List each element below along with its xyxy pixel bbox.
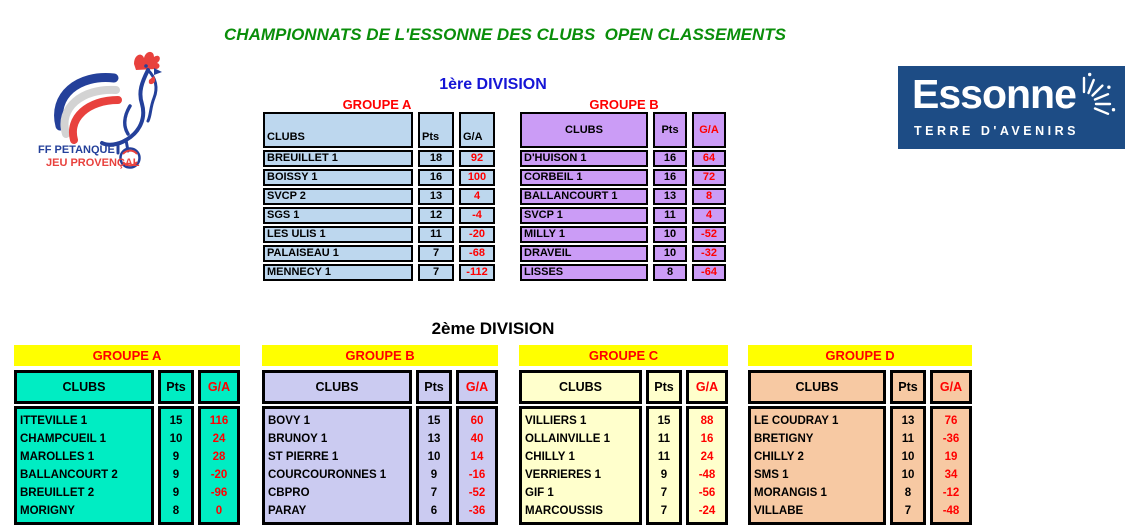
pts-cell: 9 bbox=[172, 469, 180, 481]
ga-cell: 8 bbox=[692, 188, 726, 205]
pts-column bbox=[890, 406, 926, 525]
ga-cell: -52 bbox=[468, 487, 486, 499]
pts-cell: 15 bbox=[657, 415, 671, 427]
pts-header: Pts bbox=[646, 370, 682, 404]
pts-column bbox=[416, 406, 452, 525]
club-cell: MENNECY 1 bbox=[263, 264, 413, 281]
club-cell: LISSES bbox=[520, 264, 648, 281]
pts-cell: 9 bbox=[172, 487, 180, 499]
pts-cell: 11 bbox=[657, 451, 671, 463]
table-row bbox=[520, 169, 726, 186]
clubs-header: CLUBS bbox=[263, 112, 413, 148]
ga-cell: 4 bbox=[692, 207, 726, 224]
club-cell: OLLAINVILLE 1 bbox=[525, 433, 610, 445]
ga-cell: 4 bbox=[459, 188, 495, 205]
ga-column bbox=[198, 406, 240, 525]
club-cell: LES ULIS 1 bbox=[263, 226, 413, 243]
pts-cell: 7 bbox=[418, 264, 454, 281]
ga-header: G/A bbox=[686, 370, 728, 404]
club-cell: CHILLY 2 bbox=[754, 451, 804, 463]
ga-cell: -12 bbox=[942, 487, 960, 499]
pts-cell: 7 bbox=[418, 245, 454, 262]
club-cell: VERRIERES 1 bbox=[525, 469, 602, 481]
club-cell: CHAMPCUEIL 1 bbox=[20, 433, 107, 445]
pts-cell: 10 bbox=[653, 245, 687, 262]
pts-cell: 18 bbox=[418, 150, 454, 167]
division2-groupA-table bbox=[14, 345, 240, 525]
ga-cell: 92 bbox=[459, 150, 495, 167]
pts-cell: 10 bbox=[427, 451, 441, 463]
ffpetanque-logo bbox=[30, 48, 200, 188]
ga-cell: 76 bbox=[944, 415, 958, 427]
ga-cell: -48 bbox=[698, 469, 716, 481]
pts-cell: 10 bbox=[653, 226, 687, 243]
essonne-logo bbox=[898, 66, 1125, 149]
club-cell: SGS 1 bbox=[263, 207, 413, 224]
ga-cell: -68 bbox=[459, 245, 495, 262]
pts-cell: 13 bbox=[653, 188, 687, 205]
ga-cell: -16 bbox=[468, 469, 486, 481]
ga-cell: 14 bbox=[470, 451, 484, 463]
table-row bbox=[263, 207, 495, 224]
ga-cell: -48 bbox=[942, 505, 960, 517]
pts-cell: 10 bbox=[901, 451, 915, 463]
club-cell: PARAY bbox=[268, 505, 307, 517]
header-row bbox=[263, 112, 495, 148]
clubs-header: CLUBS bbox=[748, 370, 886, 404]
pts-cell: 7 bbox=[660, 505, 668, 517]
club-cell: PALAISEAU 1 bbox=[263, 245, 413, 262]
ga-cell: 0 bbox=[215, 505, 223, 517]
division2-groupB-table bbox=[262, 345, 498, 525]
club-cell: VILLABE bbox=[754, 505, 804, 517]
pts-cell: 11 bbox=[901, 433, 915, 445]
ga-cell: -36 bbox=[942, 433, 960, 445]
clubs-header: CLUBS bbox=[519, 370, 642, 404]
ga-cell: 64 bbox=[692, 150, 726, 167]
ga-cell: -4 bbox=[459, 207, 495, 224]
club-cell: BOVY 1 bbox=[268, 415, 310, 427]
ga-cell: -36 bbox=[468, 505, 486, 517]
club-cell: CORBEIL 1 bbox=[520, 169, 648, 186]
table-row bbox=[520, 264, 726, 281]
pts-cell: 12 bbox=[418, 207, 454, 224]
ga-header: G/A bbox=[930, 370, 972, 404]
club-cell: VILLIERS 1 bbox=[525, 415, 587, 427]
ga-cell: 19 bbox=[944, 451, 958, 463]
table-row bbox=[520, 245, 726, 262]
ga-column bbox=[930, 406, 972, 525]
pts-cell: 11 bbox=[657, 433, 671, 445]
essonne-logo-name: Essonne bbox=[912, 71, 1076, 117]
pts-cell: 13 bbox=[901, 415, 915, 427]
table-row bbox=[520, 188, 726, 205]
club-cell: MORIGNY bbox=[20, 505, 75, 517]
ga-cell: 72 bbox=[692, 169, 726, 186]
pts-cell: 9 bbox=[430, 469, 438, 481]
pts-cell: 11 bbox=[418, 226, 454, 243]
ga-cell: 40 bbox=[470, 433, 484, 445]
division1-title: 1ère DIVISION bbox=[439, 76, 547, 93]
pts-column bbox=[158, 406, 194, 525]
ga-cell: -32 bbox=[692, 245, 726, 262]
pts-cell: 15 bbox=[169, 415, 183, 427]
pts-header: Pts bbox=[890, 370, 926, 404]
ffpetanque-logo-subtext: JEU PROVENÇAL bbox=[46, 157, 140, 169]
ga-cell: -24 bbox=[698, 505, 716, 517]
clubs-column bbox=[748, 406, 886, 525]
pts-cell: 9 bbox=[172, 451, 180, 463]
clubs-header: CLUBS bbox=[262, 370, 412, 404]
table-row bbox=[263, 226, 495, 243]
table-row bbox=[520, 226, 726, 243]
pts-cell: 16 bbox=[653, 150, 687, 167]
club-cell: SMS 1 bbox=[754, 469, 789, 481]
division2-groupB-banner: GROUPE B bbox=[262, 345, 498, 366]
division1-groupB-table bbox=[515, 110, 731, 283]
ga-header: G/A bbox=[459, 112, 495, 148]
pts-cell: 13 bbox=[418, 188, 454, 205]
pts-cell: 8 bbox=[904, 487, 912, 499]
ga-cell: -52 bbox=[692, 226, 726, 243]
ga-cell: 28 bbox=[212, 451, 226, 463]
ga-cell: 116 bbox=[209, 415, 229, 427]
division1-groupB-label: GROUPE B bbox=[589, 97, 659, 112]
club-cell: BALLANCOURT 1 bbox=[520, 188, 648, 205]
ga-header: G/A bbox=[456, 370, 498, 404]
club-cell: CHILLY 1 bbox=[525, 451, 575, 463]
club-cell: ST PIERRE 1 bbox=[268, 451, 339, 463]
pts-column bbox=[646, 406, 682, 525]
table-row bbox=[263, 150, 495, 167]
ga-header: G/A bbox=[692, 112, 726, 148]
ga-cell: -20 bbox=[459, 226, 495, 243]
table-row bbox=[263, 264, 495, 281]
pts-header: Pts bbox=[418, 112, 454, 148]
club-cell: BREUILLET 2 bbox=[20, 487, 95, 499]
table-row bbox=[263, 188, 495, 205]
club-cell: MILLY 1 bbox=[520, 226, 648, 243]
pts-cell: 8 bbox=[653, 264, 687, 281]
club-cell: MORANGIS 1 bbox=[754, 487, 827, 499]
club-cell: BRUNOY 1 bbox=[268, 433, 328, 445]
pts-header: Pts bbox=[416, 370, 452, 404]
division2-groupC-banner: GROUPE C bbox=[519, 345, 728, 366]
club-cell: ITTEVILLE 1 bbox=[20, 415, 88, 427]
ga-cell: 34 bbox=[944, 469, 958, 481]
page-title: CHAMPIONNATS DE L'ESSONNE DES CLUBS OPEN CLASSEMENTS bbox=[224, 25, 786, 44]
clubs-header: CLUBS bbox=[14, 370, 154, 404]
ga-cell: -56 bbox=[698, 487, 716, 499]
table-row bbox=[263, 245, 495, 262]
club-cell: CBPRO bbox=[268, 487, 310, 499]
club-cell: SVCP 1 bbox=[520, 207, 648, 224]
pts-cell: 7 bbox=[904, 505, 912, 517]
pts-cell: 10 bbox=[901, 469, 915, 481]
pts-cell: 7 bbox=[430, 487, 438, 499]
pts-cell: 7 bbox=[660, 487, 668, 499]
clubs-column bbox=[519, 406, 642, 525]
pts-header: Pts bbox=[158, 370, 194, 404]
pts-cell: 15 bbox=[427, 415, 441, 427]
clubs-column bbox=[14, 406, 154, 525]
pts-cell: 9 bbox=[660, 469, 668, 481]
ga-cell: -112 bbox=[459, 264, 495, 281]
header-row bbox=[520, 112, 726, 148]
club-cell: D'HUISON 1 bbox=[520, 150, 648, 167]
club-cell: BREUILLET 1 bbox=[263, 150, 413, 167]
club-cell: COURCOURONNES 1 bbox=[268, 469, 387, 481]
ga-column bbox=[456, 406, 498, 525]
ga-cell: 100 bbox=[459, 169, 495, 186]
pts-cell: 13 bbox=[427, 433, 441, 445]
ga-cell: 88 bbox=[700, 415, 714, 427]
sunburst-icon bbox=[1070, 60, 1126, 116]
ga-cell: 24 bbox=[212, 433, 226, 445]
division1-groupA-label: GROUPE A bbox=[342, 97, 412, 112]
pts-cell: 16 bbox=[418, 169, 454, 186]
division2-groupA-banner: GROUPE A bbox=[14, 345, 240, 366]
clubs-header: CLUBS bbox=[520, 112, 648, 148]
division2-groupD-table bbox=[748, 345, 972, 525]
pts-cell: 16 bbox=[653, 169, 687, 186]
table-row bbox=[520, 207, 726, 224]
pts-header: Pts bbox=[653, 112, 687, 148]
ffpetanque-logo-text: FF PETANQUE bbox=[38, 144, 115, 156]
club-cell: BRETIGNY bbox=[754, 433, 814, 445]
clubs-column bbox=[262, 406, 412, 525]
division2-title: 2ème DIVISION bbox=[431, 319, 555, 338]
club-cell: SVCP 2 bbox=[263, 188, 413, 205]
ga-cell: -20 bbox=[210, 469, 228, 481]
ga-cell: 24 bbox=[700, 451, 714, 463]
ga-cell: 16 bbox=[700, 433, 714, 445]
club-cell: BOISSY 1 bbox=[263, 169, 413, 186]
club-cell: MAROLLES 1 bbox=[20, 451, 95, 463]
club-cell: BALLANCOURT 2 bbox=[20, 469, 118, 481]
club-cell: GIF 1 bbox=[525, 487, 554, 499]
pts-cell: 6 bbox=[430, 505, 438, 517]
ga-cell: -64 bbox=[692, 264, 726, 281]
club-cell: DRAVEIL bbox=[520, 245, 648, 262]
table-row bbox=[520, 150, 726, 167]
table-row bbox=[263, 169, 495, 186]
essonne-logo-tagline: TERRE D'AVENIRS bbox=[914, 124, 1079, 138]
club-cell: MARCOUSSIS bbox=[525, 505, 603, 517]
ga-header: G/A bbox=[198, 370, 240, 404]
ga-cell: -96 bbox=[210, 487, 228, 499]
club-cell: LE COUDRAY 1 bbox=[754, 415, 839, 427]
ga-cell: 60 bbox=[470, 415, 484, 427]
pts-cell: 8 bbox=[172, 505, 180, 517]
pts-cell: 11 bbox=[653, 207, 687, 224]
division1-groupA-table bbox=[258, 110, 500, 283]
ga-column bbox=[686, 406, 728, 525]
pts-cell: 10 bbox=[169, 433, 183, 445]
division2-groupD-banner: GROUPE D bbox=[748, 345, 972, 366]
division2-groupC-table bbox=[519, 345, 728, 525]
